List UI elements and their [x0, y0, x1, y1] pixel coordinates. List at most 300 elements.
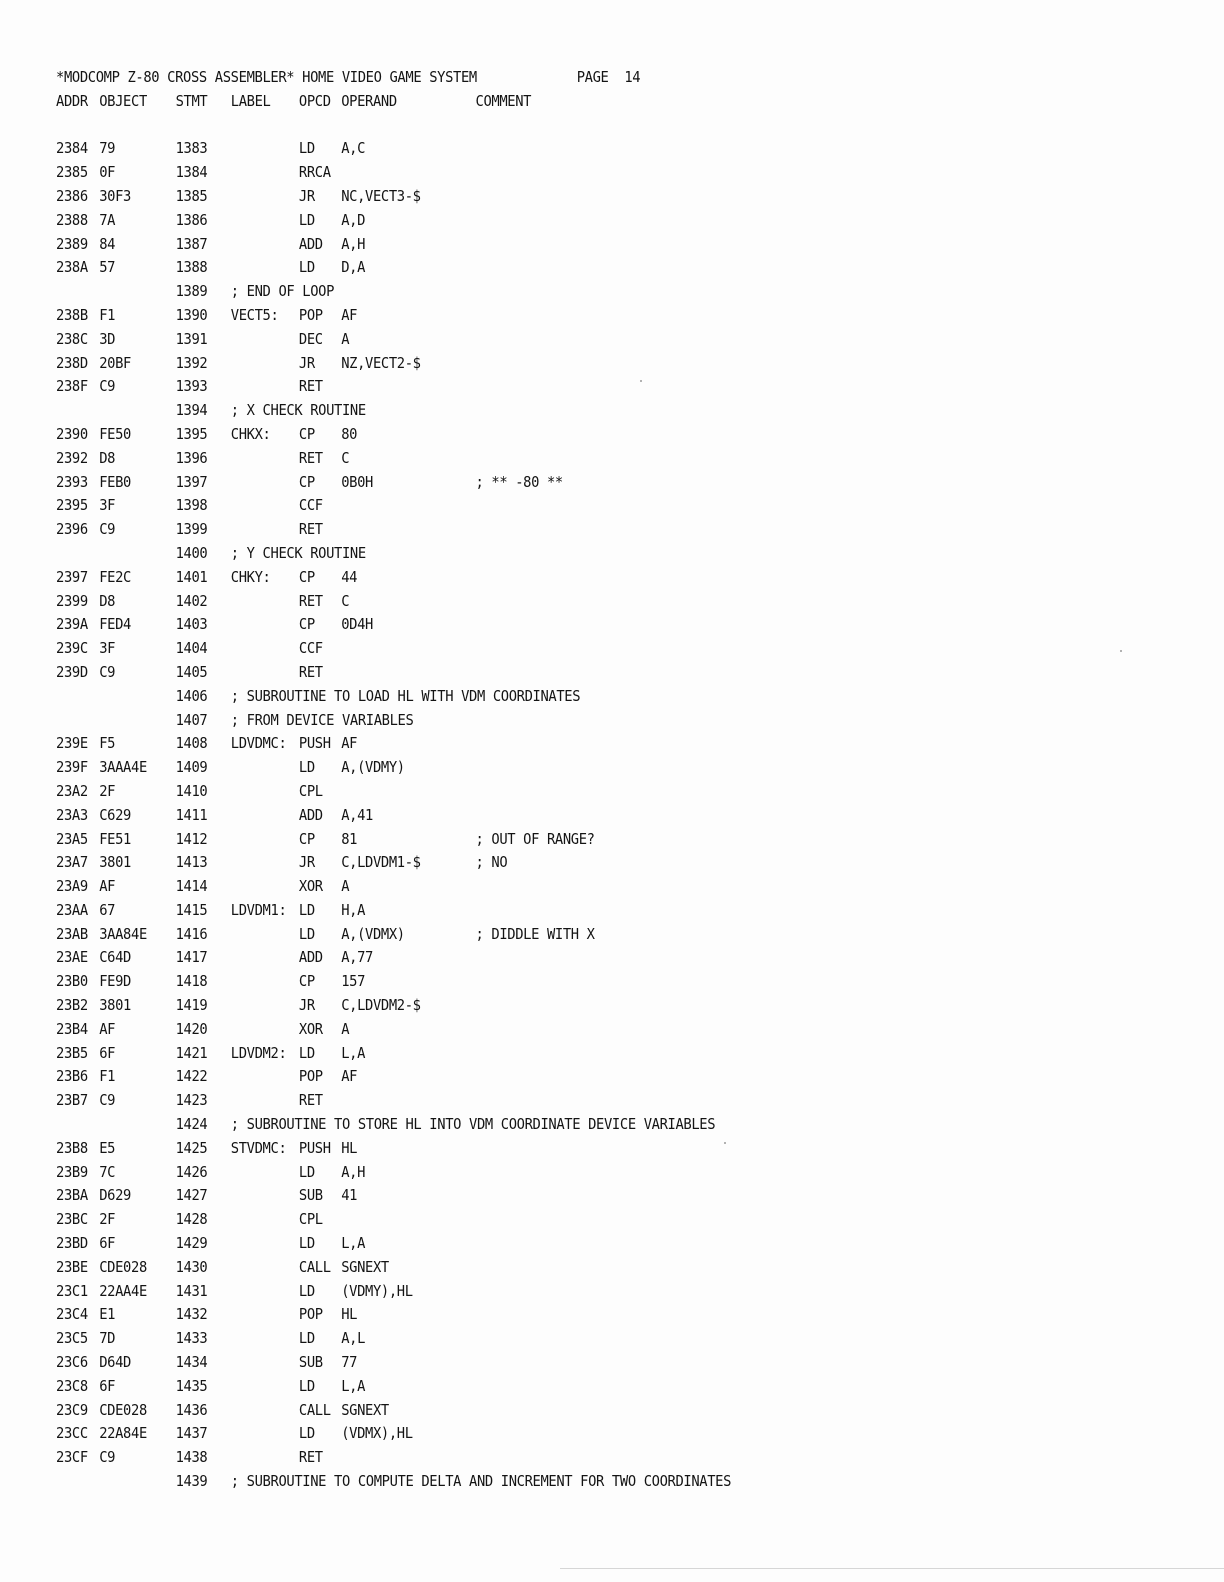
object-code: 67	[99, 900, 116, 919]
statement-number: 1409	[175, 758, 208, 777]
operand: (VDMX),HL	[341, 1424, 413, 1443]
address: 239A	[56, 615, 88, 634]
opcode: RET	[298, 1091, 323, 1110]
code-line	[56, 209, 1086, 233]
object-code: C9	[99, 520, 116, 539]
code-line	[56, 1208, 1086, 1232]
code-line	[56, 423, 1086, 447]
source-comment: ; SUBROUTINE TO STORE HL INTO VDM COORDINATE DEVICE VARIABLES	[230, 1115, 716, 1134]
address: 23A2	[56, 781, 88, 800]
code-line	[56, 637, 1086, 661]
comment-line	[56, 709, 1086, 733]
opcode: SUB	[298, 1353, 323, 1372]
code-line	[56, 1065, 1086, 1089]
operand: NZ,VECT2-$	[341, 353, 421, 372]
opcode: CALL	[298, 1400, 331, 1419]
address: 238B	[56, 305, 88, 324]
address: 23CF	[56, 1448, 88, 1467]
opcode: LD	[298, 924, 315, 943]
address: 238F	[56, 377, 88, 396]
address: 23B0	[56, 972, 88, 991]
statement-number: 1423	[175, 1091, 208, 1110]
code-line	[56, 352, 1086, 376]
object-code: C9	[99, 1448, 116, 1467]
statement-number: 1401	[175, 567, 208, 586]
address: 23BD	[56, 1234, 88, 1253]
address: 23AB	[56, 924, 88, 943]
col-header-object: OBJECT	[99, 91, 147, 110]
opcode: CPL	[298, 1210, 323, 1229]
col-header-label: LABEL	[230, 91, 271, 110]
object-code: FED4	[99, 615, 132, 634]
code-line	[56, 566, 1086, 590]
col-header-stmt: STMT	[175, 91, 208, 110]
address: 23A7	[56, 853, 88, 872]
opcode: RET	[298, 448, 323, 467]
col-header-opcd: OPCD	[298, 91, 331, 110]
object-code: 57	[99, 258, 116, 277]
object-code: D8	[99, 591, 116, 610]
address: 23A5	[56, 829, 88, 848]
comment-line	[56, 542, 1086, 566]
object-code: 7C	[99, 1162, 116, 1181]
opcode: LD	[298, 139, 315, 158]
statement-number: 1384	[175, 163, 208, 182]
address: 23CC	[56, 1424, 88, 1443]
address: 23C5	[56, 1329, 88, 1348]
address: 23BC	[56, 1210, 88, 1229]
label: VECT5:	[230, 305, 279, 324]
statement-number: 1388	[175, 258, 208, 277]
address: 23B8	[56, 1138, 88, 1157]
statement-number: 1405	[175, 662, 208, 681]
source-comment: ; SUBROUTINE TO COMPUTE DELTA AND INCREMENT FOR TWO COORDINATES	[230, 1472, 732, 1491]
code-line	[56, 471, 1086, 495]
statement-number: 1425	[175, 1138, 208, 1157]
operand: A,L	[341, 1329, 366, 1348]
code-line	[56, 328, 1086, 352]
operand: A,H	[341, 1162, 366, 1181]
label: LDVDM2:	[230, 1043, 287, 1062]
page-number: PAGE 14	[576, 68, 641, 86]
statement-number: 1392	[175, 353, 208, 372]
operand: C,LDVDM2-$	[341, 996, 421, 1015]
code-line	[56, 375, 1086, 399]
object-code: 6F	[99, 1376, 116, 1395]
address: 23C9	[56, 1400, 88, 1419]
code-line	[56, 851, 1086, 875]
statement-number: 1419	[175, 996, 208, 1015]
statement-number: 1394	[175, 401, 208, 420]
statement-number: 1397	[175, 472, 208, 491]
opcode: RET	[298, 1448, 323, 1467]
statement-number: 1387	[175, 234, 208, 253]
scan-speck	[640, 380, 642, 382]
statement-number: 1427	[175, 1186, 208, 1205]
operand: 44	[341, 567, 358, 586]
code-line	[56, 875, 1086, 899]
address: 23BE	[56, 1257, 88, 1276]
address: 23B5	[56, 1043, 88, 1062]
operand: 77	[341, 1353, 358, 1372]
comment: ; OUT OF RANGE?	[475, 829, 595, 848]
code-line	[56, 1256, 1086, 1280]
object-code: 22AA4E	[99, 1281, 147, 1300]
address: 2393	[56, 472, 88, 491]
object-code: F1	[99, 1067, 116, 1086]
operand: L,A	[341, 1043, 366, 1062]
opcode: CCF	[298, 639, 323, 658]
code-line	[56, 828, 1086, 852]
code-line	[56, 899, 1086, 923]
operand: A,C	[341, 139, 366, 158]
address: 23BA	[56, 1186, 88, 1205]
code-line	[56, 1303, 1086, 1327]
source-comment: ; X CHECK ROUTINE	[230, 401, 366, 420]
object-code: 3801	[99, 996, 132, 1015]
operand: 80	[341, 424, 358, 443]
statement-number: 1410	[175, 781, 208, 800]
label: CHKY:	[230, 567, 271, 586]
code-line	[56, 732, 1086, 756]
opcode: JR	[298, 186, 315, 205]
opcode: CP	[298, 615, 315, 634]
operand: SGNEXT	[341, 1257, 389, 1276]
code-line	[56, 1375, 1086, 1399]
object-code: 84	[99, 234, 116, 253]
opcode: LD	[298, 1424, 315, 1443]
code-line	[56, 1446, 1086, 1470]
address: 239E	[56, 734, 88, 753]
opcode: JR	[298, 353, 315, 372]
address: 23C6	[56, 1353, 88, 1372]
operand: A,41	[341, 805, 373, 824]
object-code: C9	[99, 1091, 116, 1110]
object-code: 2F	[99, 781, 116, 800]
statement-number: 1428	[175, 1210, 208, 1229]
code-line	[56, 590, 1086, 614]
label: LDVDM1:	[230, 900, 287, 919]
statement-number: 1421	[175, 1043, 208, 1062]
code-line	[56, 494, 1086, 518]
code-line	[56, 1280, 1086, 1304]
comment: ; ** -80 **	[475, 472, 563, 491]
statement-number: 1420	[175, 1019, 208, 1038]
opcode: CCF	[298, 496, 323, 515]
object-code: F1	[99, 305, 116, 324]
statement-number: 1429	[175, 1234, 208, 1253]
opcode: XOR	[298, 877, 323, 896]
operand: A,H	[341, 234, 366, 253]
opcode: RET	[298, 662, 323, 681]
statement-number: 1386	[175, 210, 208, 229]
code-line	[56, 447, 1086, 471]
address: 23B6	[56, 1067, 88, 1086]
opcode: CP	[298, 472, 315, 491]
opcode: CP	[298, 829, 315, 848]
opcode: LD	[298, 1281, 315, 1300]
code-line	[56, 1422, 1086, 1446]
label: LDVDMC:	[230, 734, 287, 753]
statement-number: 1383	[175, 139, 208, 158]
object-code: 20BF	[99, 353, 132, 372]
object-code: F5	[99, 734, 116, 753]
operand: L,A	[341, 1234, 366, 1253]
code-line	[56, 1042, 1086, 1066]
opcode: JR	[298, 996, 315, 1015]
address: 2385	[56, 163, 88, 182]
object-code: 3AA84E	[99, 924, 147, 943]
operand: (VDMY),HL	[341, 1281, 413, 1300]
object-code: CDE028	[99, 1257, 147, 1276]
scan-speck	[1120, 650, 1122, 652]
opcode: JR	[298, 853, 315, 872]
statement-number: 1413	[175, 853, 208, 872]
operand: C	[341, 591, 350, 610]
code-line	[56, 780, 1086, 804]
object-code: FE51	[99, 829, 132, 848]
opcode: RRCA	[298, 163, 331, 182]
object-code: FE2C	[99, 567, 132, 586]
code-line	[56, 1232, 1086, 1256]
object-code: 22A84E	[99, 1424, 147, 1443]
comment: ; DIDDLE WITH X	[475, 924, 595, 943]
operand: C,LDVDM1-$	[341, 853, 421, 872]
statement-number: 1393	[175, 377, 208, 396]
statement-number: 1426	[175, 1162, 208, 1181]
opcode: DEC	[298, 329, 323, 348]
object-code: 0F	[99, 163, 116, 182]
object-code: FE9D	[99, 972, 132, 991]
comment-line	[56, 1470, 1086, 1494]
opcode: CP	[298, 972, 315, 991]
statement-number: 1437	[175, 1424, 208, 1443]
opcode: LD	[298, 258, 315, 277]
code-line	[56, 304, 1086, 328]
statement-number: 1400	[175, 543, 208, 562]
address: 2399	[56, 591, 88, 610]
operand: A,(VDMX)	[341, 924, 405, 943]
listing-title: *MODCOMP Z-80 CROSS ASSEMBLER* HOME VIDEO GAME SYSTEM	[56, 68, 477, 86]
operand: NC,VECT3-$	[341, 186, 421, 205]
address: 23B4	[56, 1019, 88, 1038]
statement-number: 1438	[175, 1448, 208, 1467]
object-code: D8	[99, 448, 116, 467]
object-code: 3F	[99, 639, 116, 658]
operand: L,A	[341, 1376, 366, 1395]
address: 2397	[56, 567, 88, 586]
object-code: 3D	[99, 329, 116, 348]
operand: A,D	[341, 210, 366, 229]
object-code: D64D	[99, 1353, 132, 1372]
scan-edge-line	[560, 1568, 1224, 1569]
code-line	[56, 994, 1086, 1018]
operand: H,A	[341, 900, 366, 919]
object-code: C9	[99, 377, 116, 396]
opcode: LD	[298, 1234, 315, 1253]
spacer	[56, 114, 1086, 138]
operand: A,77	[341, 948, 373, 967]
code-line	[56, 661, 1086, 685]
operand: A	[341, 1019, 350, 1038]
address: 23C8	[56, 1376, 88, 1395]
object-code: 2F	[99, 1210, 116, 1229]
code-line	[56, 1018, 1086, 1042]
operand: HL	[341, 1305, 358, 1324]
operand: C	[341, 448, 350, 467]
address: 239F	[56, 758, 88, 777]
code-line	[56, 518, 1086, 542]
statement-number: 1435	[175, 1376, 208, 1395]
statement-number: 1431	[175, 1281, 208, 1300]
opcode: POP	[298, 1067, 323, 1086]
opcode: PUSH	[298, 734, 331, 753]
object-code: 3801	[99, 853, 132, 872]
address: 23B9	[56, 1162, 88, 1181]
object-code: 79	[99, 139, 116, 158]
opcode: LD	[298, 210, 315, 229]
operand: 41	[341, 1186, 358, 1205]
opcode: CP	[298, 424, 315, 443]
operand: HL	[341, 1138, 358, 1157]
address: 2396	[56, 520, 88, 539]
label: STVDMC:	[230, 1138, 287, 1157]
address: 23C4	[56, 1305, 88, 1324]
object-code: C629	[99, 805, 132, 824]
statement-number: 1402	[175, 591, 208, 610]
code-line	[56, 161, 1086, 185]
code-line	[56, 613, 1086, 637]
source-comment: ; SUBROUTINE TO LOAD HL WITH VDM COORDINATES	[230, 686, 581, 705]
object-code: 30F3	[99, 186, 132, 205]
col-header-operand: OPERAND	[341, 91, 397, 110]
col-header-addr: ADDR	[56, 91, 88, 110]
statement-number: 1404	[175, 639, 208, 658]
opcode: POP	[298, 305, 323, 324]
statement-number: 1414	[175, 877, 208, 896]
comment: ; NO	[475, 853, 508, 872]
statement-number: 1434	[175, 1353, 208, 1372]
operand: 157	[341, 972, 366, 991]
col-header-comment: COMMENT	[475, 91, 532, 110]
object-code: E1	[99, 1305, 116, 1324]
scan-speck	[724, 1142, 726, 1144]
statement-number: 1412	[175, 829, 208, 848]
statement-number: 1391	[175, 329, 208, 348]
opcode: XOR	[298, 1019, 323, 1038]
operand: SGNEXT	[341, 1400, 389, 1419]
statement-number: 1395	[175, 424, 208, 443]
opcode: LD	[298, 1162, 315, 1181]
statement-number: 1407	[175, 710, 208, 729]
statement-number: 1432	[175, 1305, 208, 1324]
code-line	[56, 1351, 1086, 1375]
object-code: AF	[99, 1019, 116, 1038]
statement-number: 1408	[175, 734, 208, 753]
object-code: 6F	[99, 1234, 116, 1253]
comment-line	[56, 399, 1086, 423]
statement-number: 1403	[175, 615, 208, 634]
opcode: CP	[298, 567, 315, 586]
statement-number: 1439	[175, 1472, 208, 1491]
object-code: D629	[99, 1186, 132, 1205]
address: 2388	[56, 210, 88, 229]
comment-line	[56, 1113, 1086, 1137]
operand: D,A	[341, 258, 366, 277]
source-comment: ; Y CHECK ROUTINE	[230, 543, 366, 562]
code-line	[56, 946, 1086, 970]
object-code: FEB0	[99, 472, 132, 491]
statement-number: 1406	[175, 686, 208, 705]
address: 23AA	[56, 900, 88, 919]
opcode: RET	[298, 591, 323, 610]
address: 238D	[56, 353, 88, 372]
listing-rows	[56, 137, 1086, 1493]
object-code: E5	[99, 1138, 116, 1157]
statement-number: 1396	[175, 448, 208, 467]
operand: AF	[341, 734, 358, 753]
statement-number: 1416	[175, 924, 208, 943]
address: 23B2	[56, 996, 88, 1015]
address: 238A	[56, 258, 88, 277]
statement-number: 1399	[175, 520, 208, 539]
object-code: 7A	[99, 210, 116, 229]
page-header	[56, 66, 1086, 90]
operand: A,(VDMY)	[341, 758, 405, 777]
address: 23AE	[56, 948, 88, 967]
code-line	[56, 923, 1086, 947]
object-code: C64D	[99, 948, 132, 967]
address: 239D	[56, 662, 88, 681]
label: CHKX:	[230, 424, 271, 443]
address: 2384	[56, 139, 88, 158]
opcode: PUSH	[298, 1138, 331, 1157]
code-line	[56, 756, 1086, 780]
statement-number: 1411	[175, 805, 208, 824]
opcode: LD	[298, 900, 315, 919]
address: 23C1	[56, 1281, 88, 1300]
column-headers	[56, 90, 1086, 114]
opcode: LD	[298, 758, 315, 777]
statement-number: 1424	[175, 1115, 208, 1134]
statement-number: 1390	[175, 305, 208, 324]
operand: A	[341, 877, 350, 896]
code-line	[56, 1089, 1086, 1113]
assembler-listing	[56, 66, 1086, 1494]
operand: AF	[341, 305, 358, 324]
object-code: 7D	[99, 1329, 116, 1348]
statement-number: 1398	[175, 496, 208, 515]
source-comment: ; FROM DEVICE VARIABLES	[230, 710, 414, 729]
code-line	[56, 1161, 1086, 1185]
opcode: ADD	[298, 948, 323, 967]
address: 23A3	[56, 805, 88, 824]
address: 2392	[56, 448, 88, 467]
object-code: CDE028	[99, 1400, 147, 1419]
object-code: 3F	[99, 496, 116, 515]
code-line	[56, 1137, 1086, 1161]
statement-number: 1389	[175, 282, 208, 301]
address: 23A9	[56, 877, 88, 896]
statement-number: 1433	[175, 1329, 208, 1348]
object-code: 6F	[99, 1043, 116, 1062]
address: 238C	[56, 329, 88, 348]
address: 23B7	[56, 1091, 88, 1110]
opcode: LD	[298, 1329, 315, 1348]
code-line	[56, 137, 1086, 161]
statement-number: 1436	[175, 1400, 208, 1419]
opcode: RET	[298, 520, 323, 539]
